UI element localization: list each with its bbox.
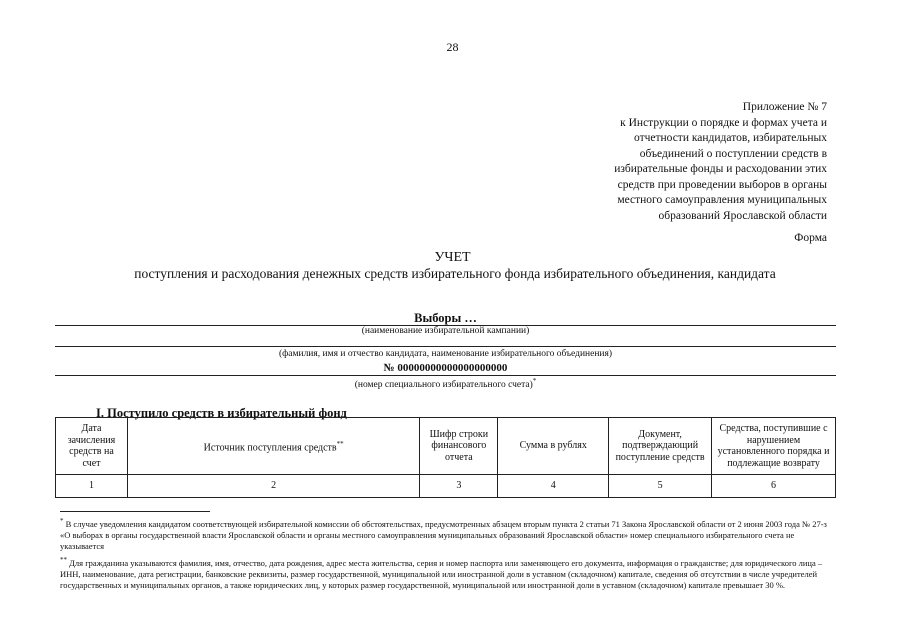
column-header [127, 418, 419, 475]
campaign-caption: (наименование избирательной кампании) [361, 326, 530, 336]
column-number: 4 [498, 475, 609, 498]
footnote-2 [60, 555, 835, 591]
account-number: № 00000000000000000000 [383, 362, 508, 374]
column-header-text: Источник поступления средств [203, 441, 337, 453]
column-number-row [56, 475, 836, 498]
candidate-caption: (фамилия, имя и отчество кандидата, наименование избирательного объединения) [278, 349, 613, 359]
appendix-title: Приложение № 7 [742, 101, 827, 113]
appendix-line: образований Ярославской области [658, 209, 827, 222]
income-table [55, 417, 836, 498]
footnote-mark: * [60, 517, 64, 525]
candidate-underline [55, 346, 836, 347]
footnote-text: Для гражданина указываются фамилия, имя, отчество, дата рождения, адрес места жительства, серия и номер паспорта или заменяющего его документа, информация о гражданстве; для юридического лица – ИНН, наименование, дата регистрации, банковские реквизиты, размер государственной, муниципальной или иностранной доли в уставном (складочном) капитале, сведения об отсутствии в числе учредителей государственных и муниципальных органов, а также юридических лиц, у которых размер государственной, муниципальной или иностранной доли в уставном (складочном) капитале превышает 30 %. [60, 557, 823, 590]
column-header: Шифр строки финансового отчета [420, 418, 498, 475]
appendix-line: объединений о поступлении средств в [639, 147, 827, 160]
column-header: Средства, поступившие с нарушением установленного порядка и подлежащие возврату [712, 418, 836, 475]
appendix-block [614, 100, 827, 224]
appendix-line: отчетности кандидатов, избирательных [633, 132, 827, 144]
column-header: Сумма в рублях [498, 418, 609, 475]
table-header-row [56, 418, 836, 475]
column-number: 6 [712, 475, 836, 498]
column-number: 1 [56, 475, 128, 498]
page-number: 28 [446, 40, 459, 54]
appendix-line: местного самоуправления муниципальных [617, 194, 827, 206]
footnote-mark: ** [60, 556, 67, 564]
footnote-text: В случае уведомления кандидатом соответствующей избирательной комиссии об обстоятельствах, предусмотренных абзацем вторым пункта 2 статьи 71 Закона Ярославской области от 2 июня 2003 года № 27-з «О выборах в органы государственной власти Ярославской области и органы местного самоуправления муниципальных образований Ярославской области» номер специального избирательного счета не указывается [60, 518, 827, 551]
appendix-line: средств при проведении выборов в органы [617, 178, 827, 191]
campaign-value: Выборы … [414, 311, 477, 325]
account-caption: (номер специального избирательного счета) [354, 380, 533, 391]
document-title: УЧЕТ [434, 250, 471, 265]
footnote-separator [60, 511, 210, 512]
column-header: Документ, подтверждающий поступление средств [609, 418, 712, 475]
form-label: Форма [794, 232, 827, 244]
footnote-mark: * [532, 377, 537, 385]
section-title: I. Поступило средств в избирательный фонд [96, 406, 347, 420]
footnote-1 [60, 516, 835, 552]
column-number: 2 [127, 475, 419, 498]
document-subtitle: поступления и расходования денежных средств избирательного фонда избирательного объединения, кандидата [134, 266, 776, 281]
footnote-mark: ** [336, 439, 344, 448]
appendix-line: избирательные фонды и расходовании этих [614, 163, 827, 175]
account-caption-wrap [55, 377, 836, 390]
column-number: 3 [420, 475, 498, 498]
account-underline [55, 375, 836, 376]
appendix-line: к Инструкции о порядке и формах учета и [620, 116, 827, 129]
column-number: 5 [609, 475, 712, 498]
column-header: Дата зачисления средств на счет [56, 418, 128, 475]
